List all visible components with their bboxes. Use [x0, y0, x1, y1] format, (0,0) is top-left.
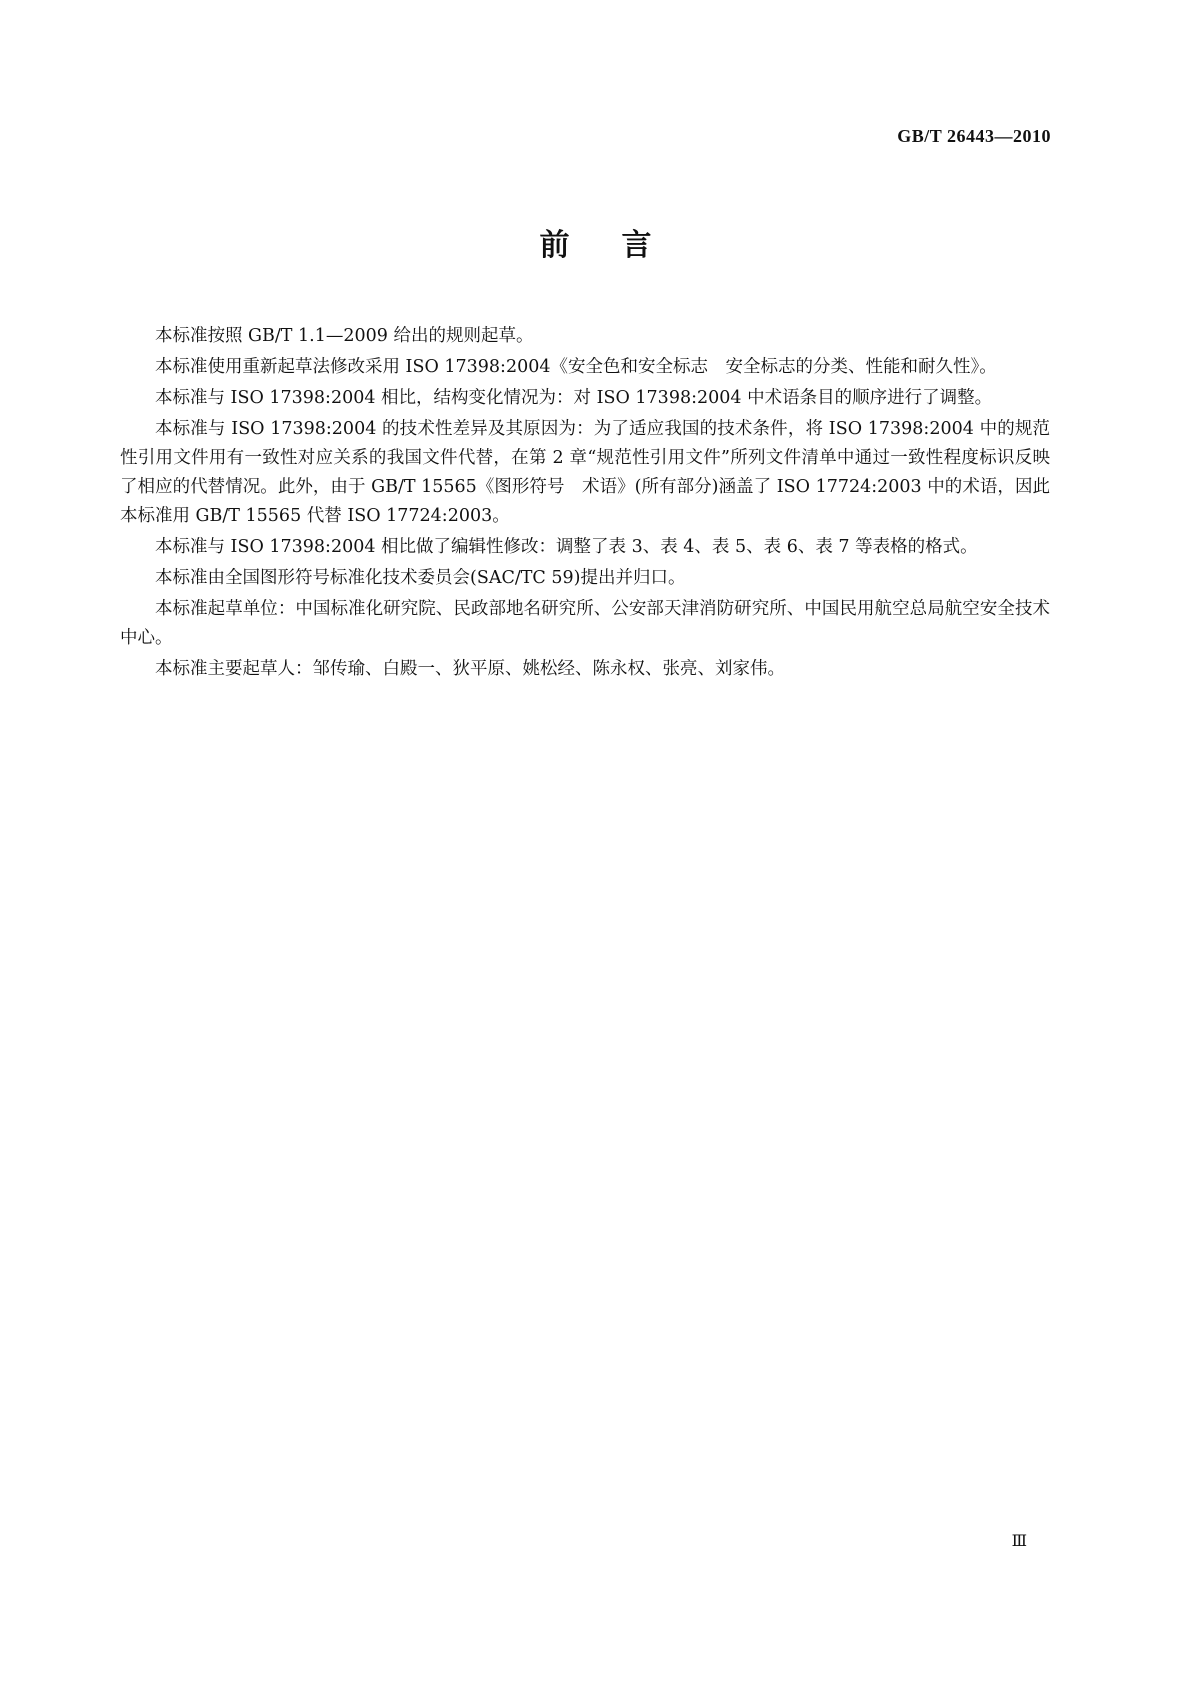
- paragraph-technical-differences: 本标准与 ISO 17398:2004 的技术性差异及其原因为：为了适应我国的技术条件，将 ISO 17398:2004 中的规范性引用文件用有一致性对应关系的我国文件代替，在第 2 章“规范性引用文件”所列文件清单中通过一致性程度标识反映了相应的代替情况。此外，由于 GB/T 15565《图形符号 术语》(所有部分)涵盖了 ISO 17724:2003 中的术语，因此本标准用 GB/T 15565 代替 ISO 17724:2003。: [120, 419, 1050, 526]
- paragraph-drafting-rules: 本标准按照 GB/T 1.1—2009 给出的规则起草。: [155, 326, 534, 346]
- standard-code: GB/T 26443—2010: [897, 126, 1051, 146]
- paragraph-drafters: 本标准主要起草人：邹传瑜、白殿一、狄平原、姚松经、陈永权、张亮、刘家伟。: [155, 659, 785, 679]
- page-number: Ⅲ: [1011, 1533, 1026, 1550]
- paragraph-adoption-method: 本标准使用重新起草法修改采用 ISO 17398:2004《安全色和安全标志 安全标志的分类、性能和耐久性》。: [155, 357, 997, 377]
- page-title: 前言: [539, 228, 704, 263]
- foreword-body: [120, 322, 1050, 686]
- paragraph-editorial-changes: 本标准与 ISO 17398:2004 相比做了编辑性修改：调整了表 3、表 4、表 5、表 6、表 7 等表格的格式。: [155, 537, 978, 557]
- paragraph-proposer: 本标准由全国图形符号标准化技术委员会(SAC/TC 59)提出并归口。: [155, 568, 686, 588]
- paragraph-structural-changes: 本标准与 ISO 17398:2004 相比，结构变化情况为：对 ISO 17398:2004 中术语条目的顺序进行了调整。: [155, 388, 993, 408]
- paragraph-drafting-units: 本标准起草单位：中国标准化研究院、民政部地名研究所、公安部天津消防研究所、中国民用航空总局航空安全技术中心。: [120, 599, 1050, 648]
